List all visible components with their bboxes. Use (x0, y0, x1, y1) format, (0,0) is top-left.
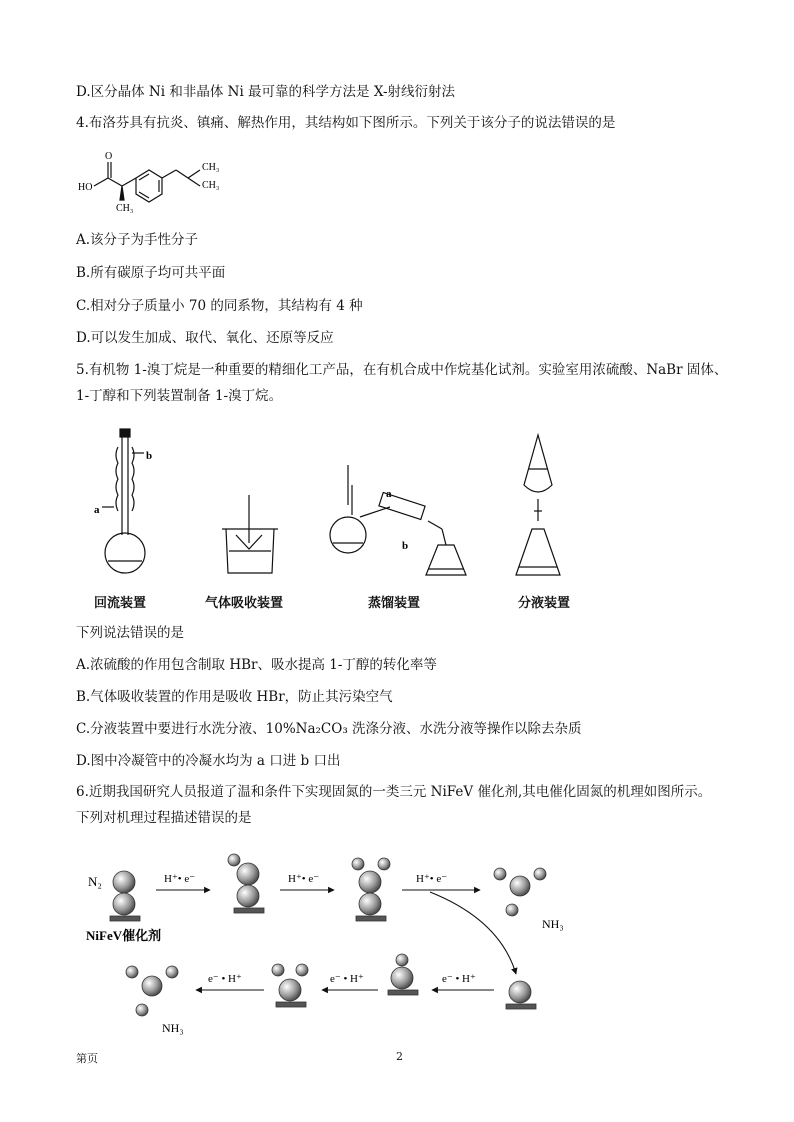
step-label: H⁺• e⁻ (416, 873, 448, 885)
question-5-stem: 下列说法错误的是 (76, 625, 184, 641)
option-c: C.分液装置中要进行水洗分液、10%Na₂CO₃ 洗涤分液、水洗分液等操作以除去杂质 (76, 721, 582, 737)
question-5: 5.有机物 1-溴丁烷是一种重要的精细化工产品，在有机合成中作烷基化试剂。实验室用浓硫酸、NaBr 固体、 (76, 362, 728, 378)
methyl-label: CH₃ (116, 203, 134, 214)
option-a: A.该分子为手性分子 (76, 232, 199, 248)
page-number: 2 (396, 1050, 403, 1063)
option-b: B.所有碳原子均可共平面 (76, 265, 226, 281)
methyl-label: CH₃ (202, 162, 220, 173)
oxygen-label: O (105, 151, 113, 162)
catalyst-label: NiFeV催化剂 (86, 928, 162, 943)
methyl-label: CH₃ (202, 180, 220, 191)
distill-label: 蒸馏装置 (368, 596, 421, 611)
option-c: C.相对分子质量小 70 的同系物，其结构有 4 种 (76, 298, 363, 314)
hydroxyl-label: HO (78, 182, 93, 193)
mechanism-figure (80, 840, 580, 1040)
port-b-label: b (146, 450, 153, 462)
step-label: e⁻ • H⁺ (330, 973, 364, 985)
port-b-label: b (402, 540, 409, 552)
question-6-cont: 下列对机理过程描述错误的是 (76, 810, 252, 826)
reflux-label: 回流装置 (94, 596, 147, 611)
step-label: H⁺• e⁻ (164, 873, 196, 885)
footer-left: 第页 (76, 1052, 98, 1065)
step-label: e⁻ • H⁺ (208, 973, 242, 985)
n2-label: N₂ (88, 874, 102, 889)
port-a-label: a (386, 488, 392, 500)
nh3-label: NH₃ (162, 1021, 184, 1035)
option-b: B.气体吸收装置的作用是吸收 HBr，防止其污染空气 (76, 689, 393, 705)
ibuprofen-structure (76, 140, 256, 216)
text-line: D.区分晶体 Ni 和非晶体 Ni 最可靠的科学方法是 X-射线衍射法 (76, 84, 456, 100)
question-5-cont: 1-丁醇和下列装置制备 1-溴丁烷。 (76, 388, 283, 404)
port-a-label: a (94, 504, 100, 516)
separate-label: 分液装置 (518, 596, 571, 611)
nh3-label: NH₃ (542, 917, 564, 931)
question-4: 4.布洛芬具有抗炎、镇痛、解热作用，其结构如下图所示。下列关于该分子的说法错误的是 (76, 115, 616, 131)
step-label: H⁺• e⁻ (288, 873, 320, 885)
step-label: e⁻ • H⁺ (442, 973, 476, 985)
option-d: D.图中冷凝管中的冷凝水均为 a 口进 b 口出 (76, 753, 341, 769)
apparatus-figure (90, 425, 590, 595)
absorb-label: 气体吸收装置 (205, 596, 284, 611)
option-a: A.浓硫酸的作用包含制取 HBr、吸水提高 1-丁醇的转化率等 (76, 657, 437, 673)
option-d: D.可以发生加成、取代、氧化、还原等反应 (76, 330, 334, 346)
question-6: 6.近期我国研究人员报道了温和条件下实现固氮的一类三元 NiFeV 催化剂,其电催化固氮的机理如图所示。 (76, 784, 712, 800)
